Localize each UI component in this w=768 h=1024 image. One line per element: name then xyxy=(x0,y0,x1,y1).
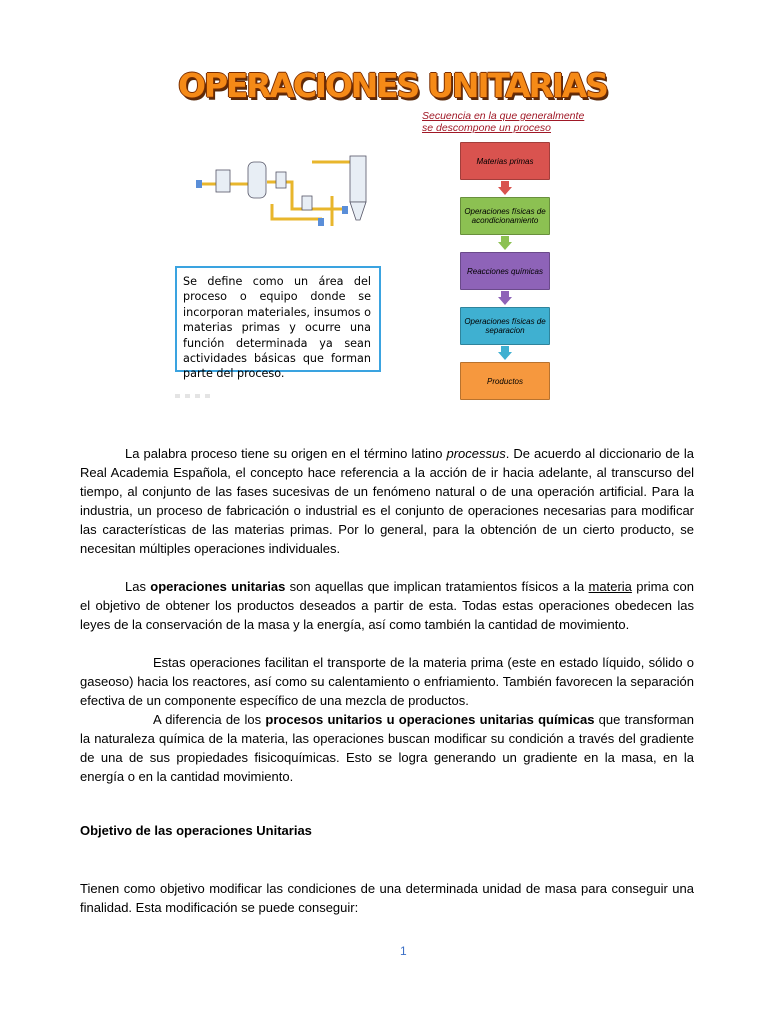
paragraph-objetivo: Tienen como objetivo modificar las condiciones de una determinada unidad de masa para conseguir una finalidad. Esta modificación se puede conseguir: xyxy=(80,881,694,915)
paragraph-proceso: La palabra proceso tiene su origen en el término latino processus. De acuerdo al diccionario de la Real Academia Española, el concepto hace referencia a la acción de ir hacia adelante, al transcurso del tiempo, al conjunto de las fases sucesivas de un fenómeno natural o de una operación artificial. Para la industria, un proceso de fabricación o industrial es el conjunto de operaciones necesarias para modificar las características de las materias primas. Por lo general, para la obtención de un cierto producto, se necesitan múltiples operaciones individuales. xyxy=(80,446,694,556)
materia-link[interactable]: materia xyxy=(588,579,632,594)
page-number: 1 xyxy=(400,944,407,958)
paragraph-diferencia: A diferencia de los procesos unitarios u operaciones unitarias químicas que transforman la naturaleza química de la materia, las operaciones buscan modificar su condición a través del gradiente de una de sus propiedades fisicoquímicas. Esto se logra generando un gradiente en la masa, en la energía o en la cantidad movimiento. xyxy=(80,712,694,784)
paragraph-operaciones-unitarias: Las operaciones unitarias son aquellas que implican tratamientos físicos a la materia prima con el objetivo de obtener los productos deseados a partir de esta. Todas estas operaciones obedecen las leyes de la conservación de la masa y la energía, así como también la cantidad de movimiento. xyxy=(80,579,694,632)
document-title: OPERACIONES UNITARIAS xyxy=(178,66,607,105)
flow-step-separacion: Operaciones físicas de separacion xyxy=(460,307,550,345)
image-toolbar-marks xyxy=(175,392,235,400)
paragraph-transporte: Estas operaciones facilitan el transporte de la materia prima (este en estado líquido, sólido o gaseoso) hacia los reactores, así como su calentamiento o enfriamiento. También favorecen la separación efectiva de un componente específico de una mezcla de productos. xyxy=(80,655,694,708)
flow-arrow-down-icon xyxy=(498,346,512,360)
flow-step-reacciones-quimicas: Reacciones químicas xyxy=(460,252,550,290)
flow-arrow-down-icon xyxy=(498,236,512,250)
flow-step-acondicionamiento: Operaciones físicas de acondicionamiento xyxy=(460,197,550,235)
flow-arrow-down-icon xyxy=(498,181,512,195)
flowchart-subtitle: Secuencia en la que generalmente se descompone un proceso xyxy=(422,110,585,134)
flow-step-productos: Productos xyxy=(460,362,550,400)
flow-arrow-down-icon xyxy=(498,291,512,305)
definition-box: Se define como un área del proceso o equipo donde se incorporan materiales, insumos o materias primas y ocurre una función determinada ya sean actividades básicas que forman parte del proceso. xyxy=(175,266,381,372)
flow-step-materias-primas: Materias primas xyxy=(460,142,550,180)
section-heading-objetivo: Objetivo de las operaciones Unitarias xyxy=(80,823,312,838)
process-diagram-image xyxy=(182,134,382,244)
